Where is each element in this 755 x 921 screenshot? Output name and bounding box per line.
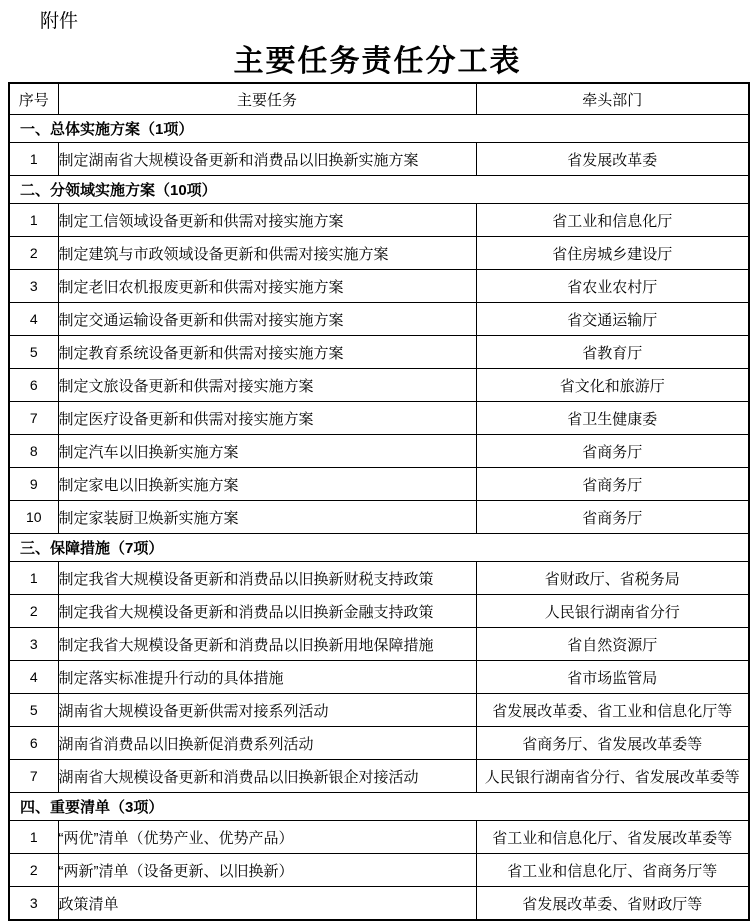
- task-cell: 制定我省大规模设备更新和消费品以旧换新金融支持政策: [58, 595, 476, 628]
- row-number-cell: 9: [9, 468, 58, 501]
- table-row: [9, 402, 749, 435]
- task-cell: 制定家装厨卫焕新实施方案: [58, 501, 476, 534]
- lead-department-cell: 人民银行湖南省分行: [476, 595, 749, 628]
- task-cell: 制定交通运输设备更新和供需对接实施方案: [58, 303, 476, 336]
- table-row: [9, 595, 749, 628]
- task-cell: 制定落实标准提升行动的具体措施: [58, 661, 476, 694]
- table-row: [9, 303, 749, 336]
- column-header-dept: 牵头部门: [476, 83, 749, 115]
- lead-department-cell: 省商务厅、省发展改革委等: [476, 727, 749, 760]
- table-row: [9, 204, 749, 237]
- lead-department-cell: 省文化和旅游厅: [476, 369, 749, 402]
- task-cell: 制定教育系统设备更新和供需对接实施方案: [58, 336, 476, 369]
- row-number-cell: 1: [9, 204, 58, 237]
- task-cell: 政策清单: [58, 887, 476, 921]
- task-cell: 制定我省大规模设备更新和消费品以旧换新用地保障措施: [58, 628, 476, 661]
- lead-department-cell: 省发展改革委、省财政厅等: [476, 887, 749, 921]
- lead-department-cell: 省工业和信息化厅、省商务厅等: [476, 854, 749, 887]
- section-heading-row: [9, 115, 749, 143]
- task-cell: 制定家电以旧换新实施方案: [58, 468, 476, 501]
- lead-department-cell: 省商务厅: [476, 468, 749, 501]
- task-cell: 湖南省消费品以旧换新促消费系列活动: [58, 727, 476, 760]
- section-heading: 一、总体实施方案（1项）: [9, 115, 749, 143]
- row-number-cell: 7: [9, 402, 58, 435]
- row-number-cell: 4: [9, 303, 58, 336]
- lead-department-cell: 省商务厅: [476, 435, 749, 468]
- lead-department-cell: 省卫生健康委: [476, 402, 749, 435]
- row-number-cell: 3: [9, 270, 58, 303]
- task-cell: “两新”清单（设备更新、以旧换新）: [58, 854, 476, 887]
- table-row: [9, 854, 749, 887]
- table-row: [9, 336, 749, 369]
- table-row: [9, 821, 749, 854]
- row-number-cell: 3: [9, 887, 58, 921]
- row-number-cell: 5: [9, 336, 58, 369]
- table-row: [9, 143, 749, 176]
- lead-department-cell: 省发展改革委、省工业和信息化厅等: [476, 694, 749, 727]
- table-row: [9, 628, 749, 661]
- section-heading: 三、保障措施（7项）: [9, 534, 749, 562]
- lead-department-cell: 省市场监管局: [476, 661, 749, 694]
- section-heading-row: [9, 793, 749, 821]
- row-number-cell: 2: [9, 854, 58, 887]
- table-row: [9, 369, 749, 402]
- task-cell: 制定我省大规模设备更新和消费品以旧换新财税支持政策: [58, 562, 476, 595]
- lead-department-cell: 省自然资源厅: [476, 628, 749, 661]
- lead-department-cell: 省住房城乡建设厅: [476, 237, 749, 270]
- row-number-cell: 2: [9, 595, 58, 628]
- lead-department-cell: 省工业和信息化厅: [476, 204, 749, 237]
- section-heading: 四、重要清单（3项）: [9, 793, 749, 821]
- row-number-cell: 1: [9, 821, 58, 854]
- lead-department-cell: 省农业农村厅: [476, 270, 749, 303]
- page-title: 主要任务责任分工表: [233, 45, 522, 78]
- task-cell: 制定工信领域设备更新和供需对接实施方案: [58, 204, 476, 237]
- section-heading-row: [9, 534, 749, 562]
- lead-department-cell: 省交通运输厅: [476, 303, 749, 336]
- task-cell: 湖南省大规模设备更新供需对接系列活动: [58, 694, 476, 727]
- task-table-body: [9, 115, 749, 921]
- column-header-no: 序号: [9, 83, 58, 115]
- row-number-cell: 8: [9, 435, 58, 468]
- table-row: [9, 727, 749, 760]
- row-number-cell: 1: [9, 143, 58, 176]
- task-cell: 制定老旧农机报废更新和供需对接实施方案: [58, 270, 476, 303]
- row-number-cell: 7: [9, 760, 58, 793]
- row-number-cell: 2: [9, 237, 58, 270]
- row-number-cell: 6: [9, 369, 58, 402]
- row-number-cell: 3: [9, 628, 58, 661]
- table-row: [9, 501, 749, 534]
- task-cell: 制定湖南省大规模设备更新和消费品以旧换新实施方案: [58, 143, 476, 176]
- lead-department-cell: 省发展改革委: [476, 143, 749, 176]
- table-row: [9, 661, 749, 694]
- task-cell: 制定医疗设备更新和供需对接实施方案: [58, 402, 476, 435]
- table-row: [9, 694, 749, 727]
- task-cell: 制定汽车以旧换新实施方案: [58, 435, 476, 468]
- table-row: [9, 760, 749, 793]
- table-row: [9, 562, 749, 595]
- lead-department-cell: 省财政厅、省税务局: [476, 562, 749, 595]
- table-row: [9, 887, 749, 921]
- section-heading-row: [9, 176, 749, 204]
- row-number-cell: 10: [9, 501, 58, 534]
- lead-department-cell: 省教育厅: [476, 336, 749, 369]
- table-row: [9, 237, 749, 270]
- task-table: [8, 82, 750, 921]
- column-header-task: 主要任务: [58, 83, 476, 115]
- task-cell: “两优”清单（优势产业、优势产品）: [58, 821, 476, 854]
- lead-department-cell: 人民银行湖南省分行、省发展改革委等: [476, 760, 749, 793]
- row-number-cell: 6: [9, 727, 58, 760]
- table-header-row: [9, 83, 749, 115]
- table-row: [9, 435, 749, 468]
- lead-department-cell: 省工业和信息化厅、省发展改革委等: [476, 821, 749, 854]
- task-cell: 制定文旅设备更新和供需对接实施方案: [58, 369, 476, 402]
- attachment-label: 附件: [40, 11, 79, 32]
- task-cell: 制定建筑与市政领域设备更新和供需对接实施方案: [58, 237, 476, 270]
- section-heading: 二、分领域实施方案（10项）: [9, 176, 749, 204]
- task-cell: 湖南省大规模设备更新和消费品以旧换新银企对接活动: [58, 760, 476, 793]
- table-row: [9, 468, 749, 501]
- lead-department-cell: 省商务厅: [476, 501, 749, 534]
- row-number-cell: 1: [9, 562, 58, 595]
- table-row: [9, 270, 749, 303]
- row-number-cell: 5: [9, 694, 58, 727]
- row-number-cell: 4: [9, 661, 58, 694]
